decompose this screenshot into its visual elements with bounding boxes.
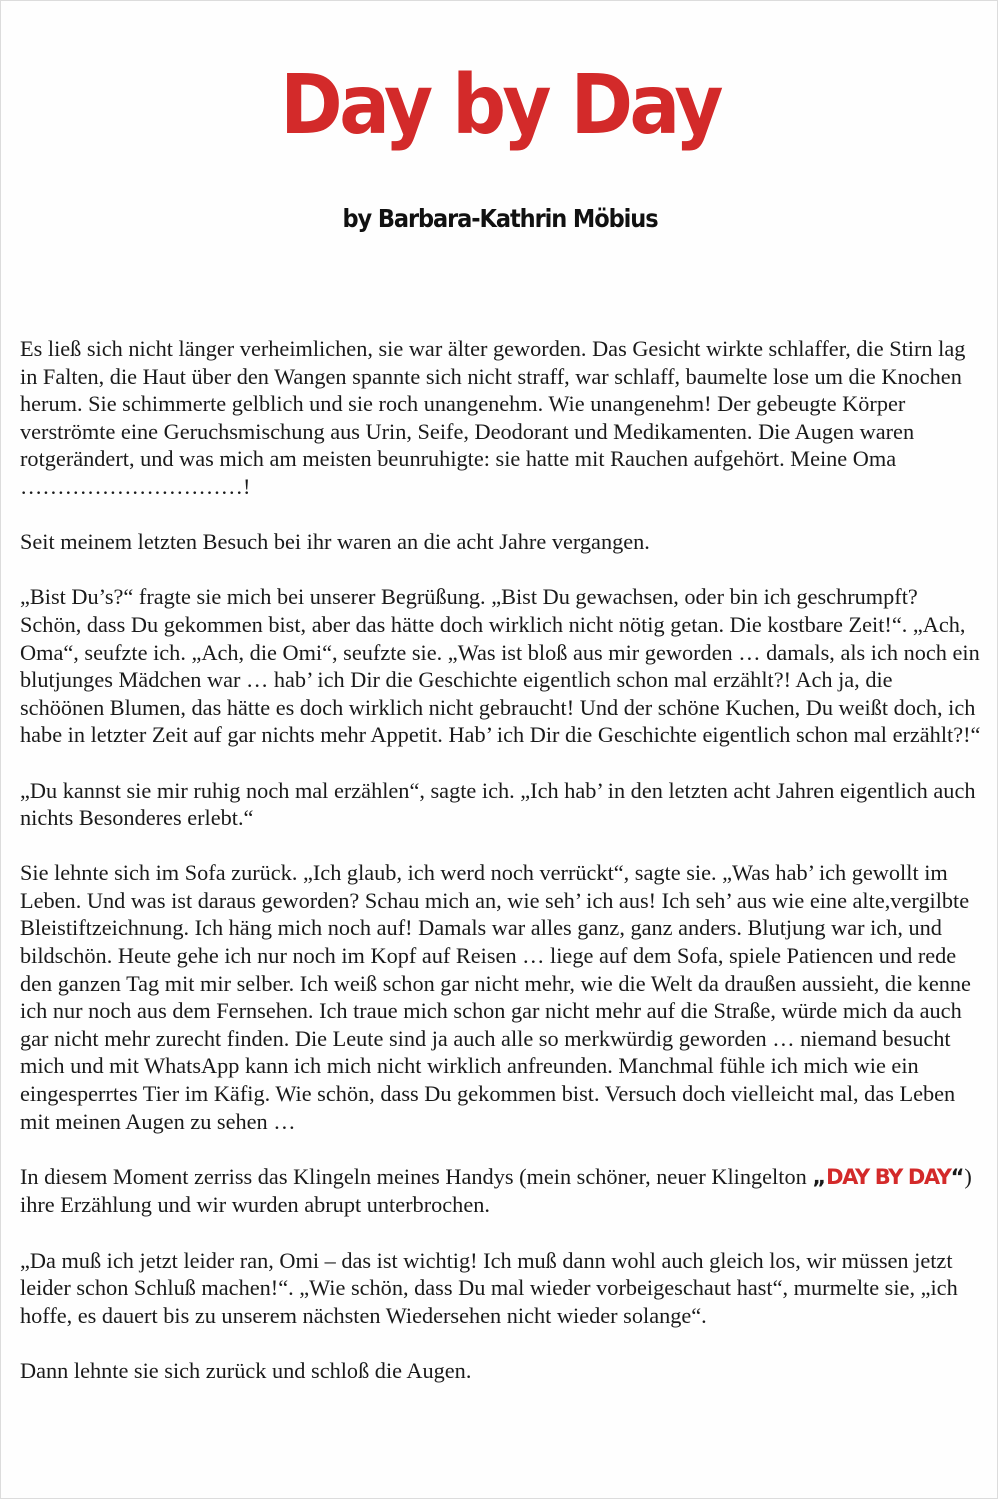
paragraph-5: Sie lehnte sich im Sofa zurück. „Ich glaub, ich werd noch verrückt“, sagte sie. „Was hab’ ich gewollt im Leben. Und was ist daraus geworden? Schau mich an, wie seh’ ich aus! Ich seh’ aus wie eine alte,vergilbte Bleistiftzeichnung. Ich häng mich noch auf! Damals war alles ganz, ganz anders. Blutjung war ich, und bildschön. Heute gehe ich nur noch im Kopf auf Reisen … liege auf dem Sofa, spiele Patiencen und rede den ganzen Tag mit mir selber. Ich weiß schon gar nicht mehr, wie die Welt da draußen aussieht, die kenne ich nur noch aus dem Fernsehen. Ich traue mich schon gar nicht mehr auf die Straße, würde mich da auch gar nicht mehr zurecht finden. Die Leute sind ja auch alle so merkwürdig geworden … niemand besucht mich und mit WhatsApp kann ich mich nicht wirklich anfreunden. Manchmal fühle ich mich wie ein eingesperrtes Tier im Käfig. Wie schön, dass Du gekommen bist. Versuch doch vielleicht mal, das Leben mit meinen Augen zu sehen … — [20, 860, 971, 1134]
story-title: Day by Day — [280, 58, 720, 153]
paragraph-1: Es ließ sich nicht länger verheimlichen, sie war älter geworden. Das Gesicht wirkte schlaffer, die Stirn lag in Falten, die Haut über den Wangen spannte sich nicht straff, war schlaff, baumelte lose um die Knochen herum. Sie schimmerte gelblich und sie roch unangenehm. Wie unangenehm! Der gebeugte Körper verströmte eine Geruchsmischung aus Urin, Seife, Deodorant und Medikamenten. Die Augen waren rotgerändert, und was mich am meisten beunruhigte: sie hatte mit Rauchen aufgehört. Meine Oma …………………………! — [20, 336, 966, 499]
paragraph-8: Dann lehnte sie sich zurück und schloß die Augen. — [20, 1357, 472, 1383]
story-body — [20, 335, 982, 1412]
ringtone-name: DAY BY DAY — [826, 1164, 951, 1189]
paragraph-4: „Du kannst sie mir ruhig noch mal erzählen“, sagte ich. „Ich hab’ in den letzten acht Jahren eigentlich auch nichts Besonderes erlebt.“ — [20, 777, 976, 831]
paragraph-3: „Bist Du’s?“ fragte sie mich bei unserer Begrüßung. „Bist Du gewachsen, oder bin ich geschrumpft? Schön, dass Du gekommen bist, aber das hätte doch wirklich nicht nötig getan. Die kostbare Zeit!“. „Ach, Oma“, seufzte ich. „Ach, die Omi“, seufzte sie. „Was ist bloß aus mir geworden … damals, als ich noch ein blutjunges Mädchen war … hab’ ich Dir die Geschichte eigentlich schon mal erzählt?! Ach ja, die schöönen Blumen, das hätte es doch wirklich nicht gebraucht! Und der schöne Kuchen, Du weißt doch, ich habe in letzter Zeit auf gar nichts mehr Appetit. Hab’ ich Dir die Geschichte eigentlich schon mal erzählt?!“ — [20, 584, 981, 748]
author-byline: by Barbara-Kathrin Möbius — [342, 204, 658, 233]
paragraph-2: Seit meinem letzten Besuch bei ihr waren an die acht Jahre vergangen. — [20, 529, 650, 555]
ringtone-close-quote: “ — [950, 1164, 965, 1189]
paragraph-ringtone — [20, 1163, 982, 1219]
paragraph-7: „Da muß ich jetzt leider ran, Omi – das ist wichtig! Ich muß dann wohl auch gleich los, wir müssen jetzt leider schon Schluß machen!“. „Wie schön, dass Du mal wieder vorbeigeschaut hast“, murmelte sie, „ich hoffe, es dauert bis zu unserem nächsten Wiedersehen nicht wieder solange“. — [20, 1247, 958, 1328]
ringtone-text-after: ) ihre Erzählung und wir wurden abrupt unterbrochen. — [20, 1163, 972, 1218]
ringtone-text-before: In diesem Moment zerriss das Klingeln meines Handys (mein schöner, neuer Klingelton — [20, 1163, 813, 1189]
ringtone-open-quote: „ — [812, 1164, 827, 1189]
